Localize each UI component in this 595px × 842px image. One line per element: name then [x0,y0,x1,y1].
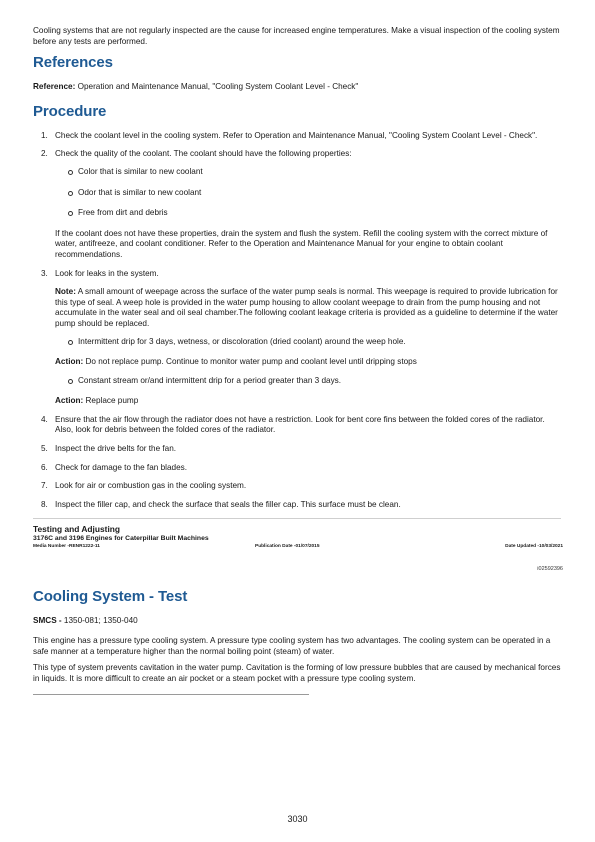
list-item: Odor that is similar to new coolant [55,188,563,199]
action-paragraph-2: Action: Replace pump [55,396,139,406]
step-text: Look for leaks in the system. [55,268,159,278]
step-number: 7. [41,481,48,491]
step-number: 4. [41,414,48,424]
document-footer [33,524,563,552]
step-number: 3. [41,268,48,278]
step-number: 2. [41,149,48,159]
reference-text: Operation and Maintenance Manual, "Cooling System Coolant Level - Check" [75,82,359,92]
media-number: Media Number -RENR1222-11 [33,544,100,550]
paragraph-2: This type of system prevents cavitation in the water pump. Cavitation is the forming of low pressure bubbles that are caused by mechanical forces in liquids. It is more difficult to create an air pocket or a steam pocket with a pressure type cooling system. [33,663,561,683]
list-item: Free from dirt and debris [55,208,563,219]
references-heading: References [33,54,113,72]
step-text: Check the quality of the coolant. The coolant should have the following properties: [55,149,352,159]
step-number: 1. [41,130,48,140]
step-6 [33,463,563,474]
step-text: Check the coolant level in the cooling system. Refer to Operation and Maintenance Manual, "Cooling System Coolant Level - Check". [55,130,538,140]
coolant-properties-list [55,167,563,219]
step-text: Look for air or combustion gas in the cooling system. [55,481,247,491]
step-number: 6. [41,462,48,472]
paragraph-1: This engine has a pressure type cooling system. A pressure type cooling system has two advantages. The cooling system can be operated in a safe manner at a temperature higher than the normal boiling point (steam) of water. [33,636,551,656]
leak-criteria-list-1 [55,337,563,348]
procedure-heading: Procedure [33,102,107,120]
list-item: Constant stream or/and intermittent drip for a period greater than 3 days. [55,376,563,387]
step-number: 5. [41,444,48,454]
cooling-system-test-heading: Cooling System - Test [33,588,188,606]
page-content [33,26,563,695]
step-text: Check for damage to the fan blades. [55,462,187,472]
bullet-icon [68,340,73,345]
step-8 [33,500,563,511]
leak-criteria-list-2 [55,376,563,387]
list-item: Intermittent drip for 3 days, wetness, or discoloration (dried coolant) around the weep hole. [55,337,563,348]
action-label: Action: [55,357,84,367]
step-4 [33,415,563,436]
smcs-line [33,616,563,627]
bullet-icon [68,211,73,216]
step-text: Inspect the drive belts for the fan. [55,444,177,454]
bullet-icon [68,170,73,175]
reference-line [33,82,563,93]
intro-paragraph: Cooling systems that are not regularly inspected are the cause for increased engine temperatures. Make a visual inspection of the cooling system before any tests are performed. [33,26,560,46]
note-paragraph: Note: A small amount of weepage across the surface of the water pump seals is normal. This weepage is required to provide lubrication for this type of seal. A weep hole is provided in the water pump housing to allow coolant weepage to drain from the pump housing and not accumulate in the water seal and oil seal chamber.The following coolant leakage criteria is provided as a guideline to determine if the water pump should be replaced. [55,287,558,328]
list-item: Color that is similar to new coolant [55,167,563,178]
step-2 [33,149,563,260]
step-1 [33,131,563,142]
date-updated: Date Updated -10/03/2021 [505,544,563,550]
note-label: Note: [55,287,76,297]
end-divider [33,694,309,695]
step-2-followup: If the coolant does not have these properties, drain the system and flush the system. Refill the cooling system with the correct mixture of water, antifreeze, and coolant conditioner. Refer to the Operation and Maintenance Manual for your engine to obtain coolant recommendations. [55,228,548,259]
step-number: 8. [41,499,48,509]
footer-meta [33,543,563,552]
procedure-steps [33,131,563,511]
section-divider [33,518,561,519]
reference-label: Reference: [33,82,76,92]
step-3 [33,269,563,407]
bullet-icon [68,379,73,384]
smcs-codes: 1350-081; 1350-040 [61,616,138,626]
bullet-icon [68,191,73,196]
action-paragraph-1: Action: Do not replace pump. Continue to monitor water pump and coolant level until dripping stops [55,357,417,367]
action-label: Action: [55,396,84,406]
footer-title: Testing and Adjusting [33,524,120,535]
step-7 [33,481,563,492]
page-number: 3030 [287,814,308,824]
footer-subtitle: 3176C and 3196 Engines for Caterpillar Built Machines [33,535,209,543]
step-5 [33,444,563,455]
smcs-label: SMCS - [33,616,62,626]
publication-date: Publication Date -01/07/2015 [255,544,320,550]
step-text: Ensure that the air flow through the radiator does not have a restriction. Look for bent core fins between the folded cores of the radiator. Also, look for debris between the folded cores of the radiator. [55,414,545,435]
document-id: i02592396 [537,566,563,573]
step-text: Inspect the filler cap, and check the surface that seals the filler cap. This surface must be clean. [55,499,401,509]
